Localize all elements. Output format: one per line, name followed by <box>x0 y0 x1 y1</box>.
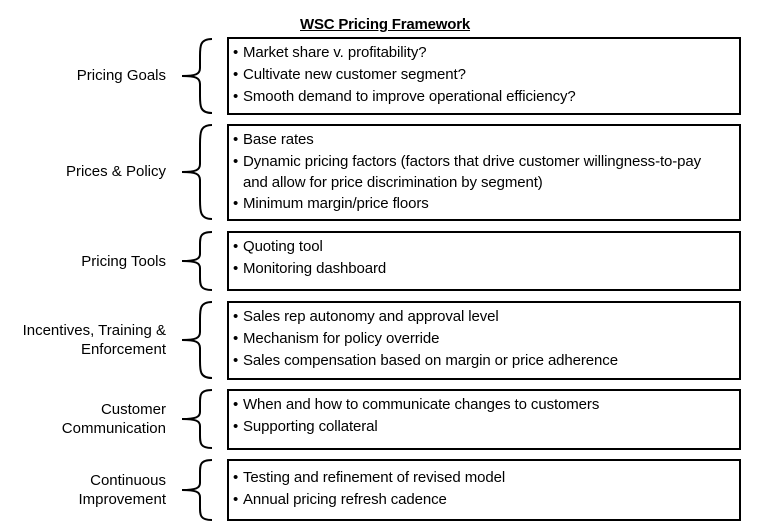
section-box-incentives-training-enforcement <box>227 301 741 380</box>
section-box-continuous-improvement <box>227 459 741 521</box>
list-item: • Market share v. profitability? <box>233 42 739 64</box>
list-item: • Cultivate new customer segment? <box>233 64 739 86</box>
list-item: • Testing and refinement of revised model <box>233 467 739 489</box>
section-label-continuous-improvement: Continuous Improvement <box>78 472 166 508</box>
bullet-icon: • <box>233 238 239 255</box>
section-label-prices-policy: Prices & Policy <box>65 163 166 180</box>
bullet-icon: • <box>233 195 239 212</box>
list-item: • Sales compensation based on margin or price adherence <box>233 350 739 372</box>
list-item: • Dynamic pricing factors (factors that drive customer willingness-to-pay and allow for price discrimination by segment) <box>233 153 702 191</box>
section-box-customer-communication <box>227 389 741 450</box>
section-label-incentives-training-enforcement: Incentives, Training & Enforcement <box>22 322 166 358</box>
section-box-prices-policy <box>227 124 741 221</box>
list-item: • When and how to communicate changes to customers <box>233 394 739 416</box>
list-item: • Supporting collateral <box>233 416 739 438</box>
list-item: • Minimum margin/price floors <box>233 193 739 215</box>
bullet-icon: • <box>233 66 239 83</box>
bullet-icon: • <box>233 88 239 105</box>
bullet-icon: • <box>233 491 239 508</box>
curly-brace-icon <box>178 231 214 291</box>
list-item: • Annual pricing refresh cadence <box>233 489 739 511</box>
list-item: • Mechanism for policy override <box>233 328 739 350</box>
list-item: • Quoting tool <box>233 236 739 258</box>
curly-brace-icon <box>178 389 214 449</box>
bullet-icon: • <box>233 153 239 170</box>
bullet-icon: • <box>233 44 239 61</box>
bullet-icon: • <box>233 308 239 325</box>
bullet-icon: • <box>233 396 239 413</box>
curly-brace-icon <box>178 124 214 220</box>
bullet-icon: • <box>233 469 239 486</box>
bullet-icon: • <box>233 352 239 369</box>
list-item: • Sales rep autonomy and approval level <box>233 306 739 328</box>
section-label-pricing-tools: Pricing Tools <box>81 253 166 270</box>
diagram-title: WSC Pricing Framework <box>300 16 471 33</box>
bullet-icon: • <box>233 330 239 347</box>
bullet-icon: • <box>233 131 239 148</box>
section-label-pricing-goals: Pricing Goals <box>76 67 166 84</box>
bullet-icon: • <box>233 260 239 277</box>
list-item: • Base rates <box>233 129 739 151</box>
section-label-customer-communication: Customer Communication <box>61 401 166 437</box>
section-box-pricing-tools <box>227 231 741 291</box>
curly-brace-icon <box>178 301 214 379</box>
list-item: • Monitoring dashboard <box>233 258 739 280</box>
curly-brace-icon <box>178 459 214 521</box>
list-item: • Smooth demand to improve operational efficiency? <box>233 86 739 108</box>
bullet-icon: • <box>233 418 239 435</box>
curly-brace-icon <box>178 38 214 114</box>
section-box-pricing-goals <box>227 37 741 115</box>
